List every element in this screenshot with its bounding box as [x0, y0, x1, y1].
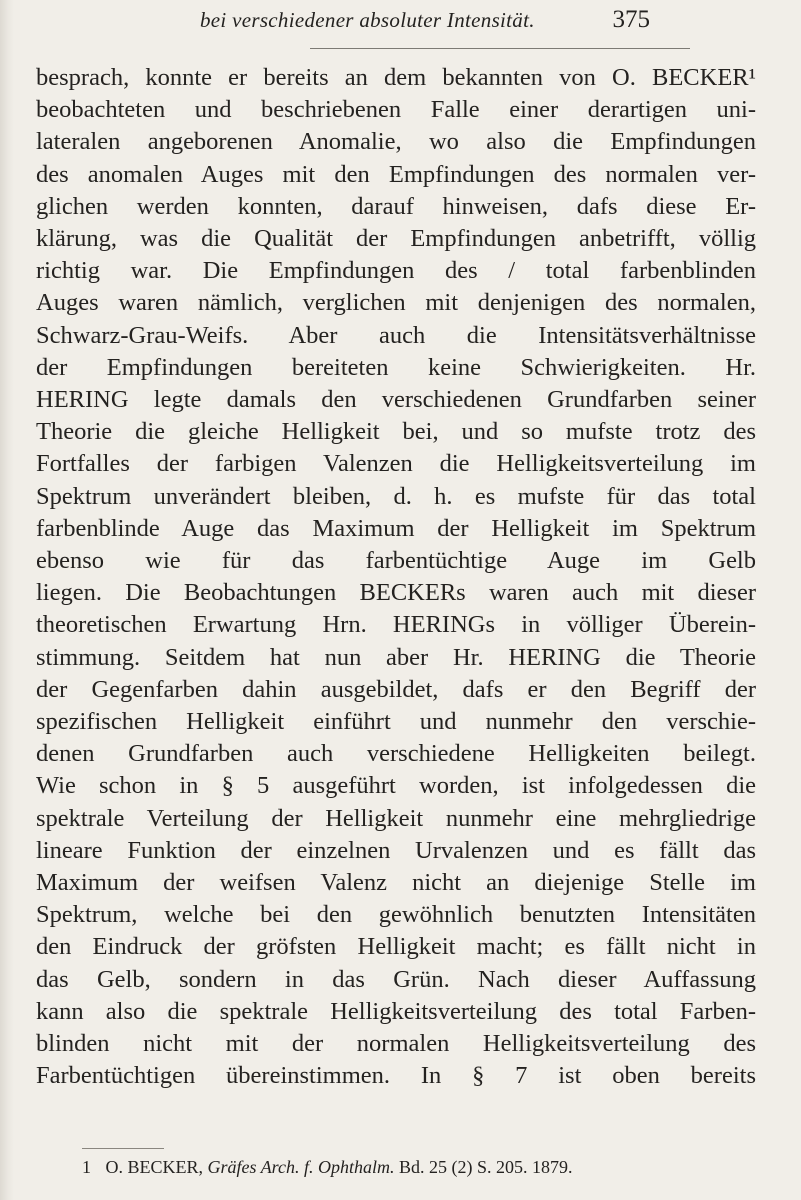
text-line: Fortfalles der farbigen Valenzen die Helligkeitsverteilung im	[36, 450, 756, 478]
text-line: Farbentüchtigen übereinstimmen. In § 7 ist oben bereits	[36, 1062, 756, 1090]
text-line: ebenso wie für das farbentüchtige Auge im Gelb	[36, 547, 756, 575]
text-line: der Empfindungen bereiteten keine Schwierigkeiten. Hr.	[36, 353, 756, 381]
text-line: der Gegenfarben dahin ausgebildet, dafs er den Begriff der	[36, 675, 756, 703]
text-line: lineare Funktion der einzelnen Urvalenzen und es fällt das	[36, 836, 756, 864]
text-line: Spektrum unverändert bleiben, d. h. es mufste für das total	[36, 482, 756, 510]
text-line: Schwarz-Grau-Weifs. Aber auch die Intensitätsverhältnisse	[36, 321, 756, 349]
text-line: liegen. Die Beobachtungen BECKERs waren auch mit dieser	[36, 579, 756, 607]
footnote-rule	[82, 1148, 164, 1149]
text-line: glichen werden konnten, darauf hinweisen, dafs diese Er-	[36, 192, 756, 220]
text-line: beobachteten und beschriebenen Falle einer derartigen uni-	[36, 96, 756, 124]
text-line: Theorie die gleiche Helligkeit bei, und so mufste trotz des	[36, 418, 756, 446]
text-line: Wie schon in § 5 ausgeführt worden, ist infolgedessen die	[36, 772, 756, 800]
text-line: farbenblinde Auge das Maximum der Helligkeit im Spektrum	[36, 514, 756, 542]
text-line: denen Grundfarben auch verschiedene Helligkeiten beilegt.	[36, 740, 756, 768]
header-rule	[310, 48, 690, 49]
text-line: das Gelb, sondern in das Grün. Nach dieser Auffassung	[36, 965, 756, 993]
text-line: den Eindruck der gröfsten Helligkeit macht; es fällt nicht in	[36, 933, 756, 961]
page-edge-shadow	[0, 0, 14, 1200]
text-line: Spektrum, welche bei den gewöhnlich benutzten Intensitäten	[36, 901, 756, 929]
book-page	[30, 0, 770, 1200]
running-title: bei verschiedener absoluter Intensität.	[200, 8, 535, 32]
text-line: besprach, konnte er bereits an dem bekannten von O. BECKER¹	[36, 64, 756, 91]
footnote-details: Bd. 25 (2) S. 205. 1879.	[399, 1157, 573, 1177]
text-line: HERING legte damals den verschiedenen Grundfarben seiner	[36, 386, 756, 414]
text-line: kann also die spektrale Helligkeitsverteilung des total Farben-	[36, 997, 756, 1025]
footnote-marker: 1	[82, 1157, 91, 1177]
page-number: 375	[612, 6, 650, 33]
body-text	[36, 62, 756, 1093]
text-line: blinden nicht mit der normalen Helligkeitsverteilung des	[36, 1030, 756, 1058]
text-line: lateralen angeborenen Anomalie, wo also die Empfindungen	[36, 128, 756, 156]
text-line: stimmung. Seitdem hat nun aber Hr. HERING die Theorie	[36, 643, 756, 671]
running-head	[200, 6, 650, 36]
text-line: theoretischen Erwartung Hrn. HERINGs in völliger Überein-	[36, 611, 756, 639]
text-line: Auges waren nämlich, verglichen mit denjenigen des normalen,	[36, 289, 756, 317]
text-line: des anomalen Auges mit den Empfindungen des normalen ver-	[36, 160, 756, 188]
text-line: spezifischen Helligkeit einführt und nunmehr den verschie-	[36, 708, 756, 736]
text-line: richtig war. Die Empfindungen des / total farbenblinden	[36, 257, 756, 285]
footnote-author: O. BECKER,	[105, 1157, 204, 1177]
footnote-journal: Gräfes Arch. f. Ophthalm.	[207, 1157, 395, 1177]
footnote	[82, 1155, 742, 1179]
text-line: klärung, was die Qualität der Empfindungen anbetrifft, völlig	[36, 225, 756, 253]
text-line: spektrale Verteilung der Helligkeit nunmehr eine mehrgliedrige	[36, 804, 756, 832]
text-line: Maximum der weifsen Valenz nicht an diejenige Stelle im	[36, 869, 756, 897]
